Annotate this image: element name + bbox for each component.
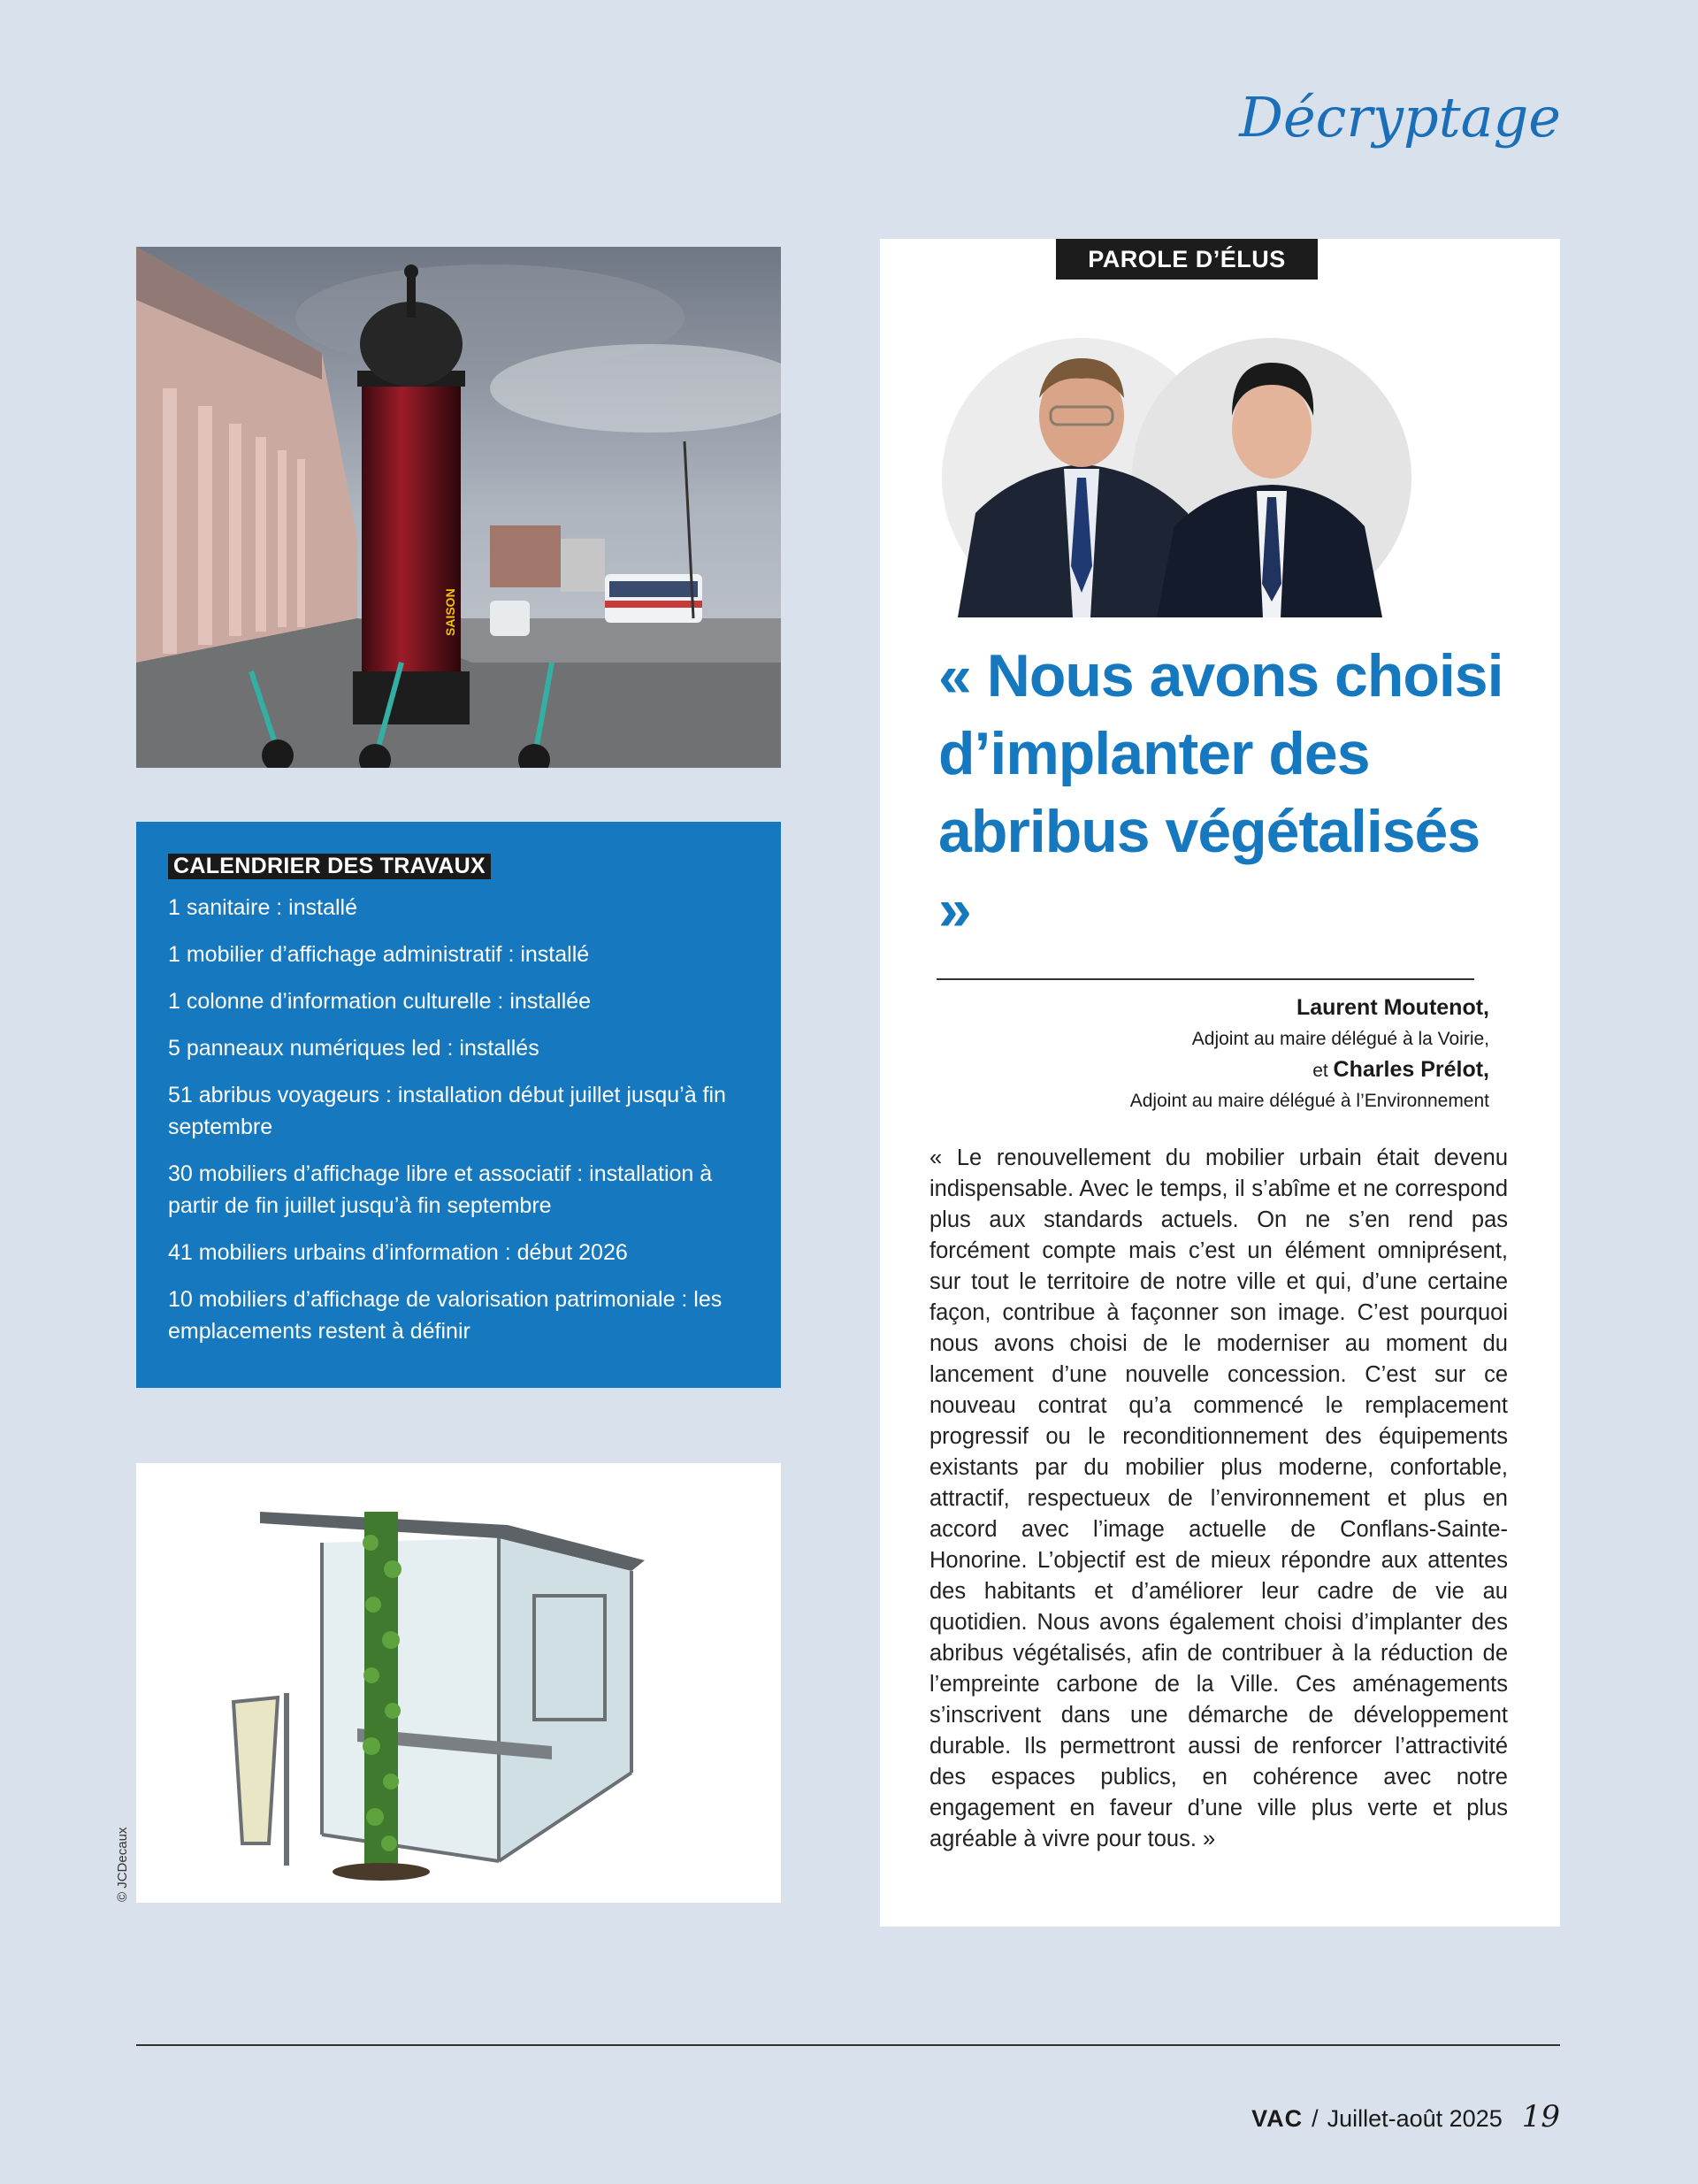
green-bus-shelter-photo [136,1463,781,1903]
issue-date: Juillet-août 2025 [1327,2105,1503,2132]
article-body: « Le renouvellement du mobilier urbain était devenu indispensable. Avec le temps, il s’abîme et ne correspond plus aux standards actuels. On ne s’en rend pas forcément compte mais c’est un élément omniprésent, sur tout le territoire de notre ville et qui, d’une certaine façon, contribue à façonner son image. C’est pourquoi nous avons choisi de le moderniser au moment du lancement d’une nouvelle concession. C’est sur ce nouveau contrat qu’a commencé le remplacement progressif ou le reconditionnement des équipements existants par du mobilier plus moderne, confortable, attractif, respectueux de l’environnement et plus en accord avec l’image actuelle de Conflans-Sainte-Honorine. L’objectif est de mieux répondre aux attentes des habitants et d’améliorer leur cadre de vie au quotidien. Nous avons également choisi d’implanter des abribus végétalisés, afin de contribuer à la réduction de l’empreinte carbone de la Ville. Ces aménagements s’inscrivent dans une démarche de développement durable. Ils permettront aussi de renforcer l’attractivité des espaces publics, en cohérence avec notre engagement en faveur d’une ville plus verte et plus agréable à vivre pour tous. » [929,1146,1508,1851]
bus-shelter-illustration [136,1463,781,1903]
author1-name: Laurent Moutenot, [1296,995,1489,1020]
page-footer [1251,2099,1560,2134]
morris-column-illustration [136,247,781,768]
calendar-title: CALENDRIER DES TRAVAUX [168,854,491,879]
calendar-item: 30 mobiliers d’affichage libre et associatif : installation à partir de fin juillet jusqu’à fin septembre [168,1161,713,1218]
authors-block [959,992,1489,1116]
photo-credit: © JCDecaux [115,1827,130,1902]
author2-name: Charles Prélot, [1333,1057,1489,1082]
author2-role: Adjoint au maire délégué à l’Environnement [1129,1091,1489,1111]
morris-column-photo [136,247,781,768]
calendar-list [168,892,749,1347]
divider-rule [937,978,1474,980]
calendar-item: 10 mobiliers d’affichage de valorisation patrimoniale : les emplacements restent à définir [168,1287,723,1344]
officials-portraits [940,336,1426,617]
article-tag: PAROLE D’ÉLUS [1056,239,1318,280]
works-calendar-box [136,822,781,1388]
calendar-item: 1 sanitaire : installé [168,895,358,920]
calendar-item: 1 colonne d’information culturelle : installée [168,989,592,1014]
elected-officials-panel [880,239,1560,1927]
section-title: Décryptage [1239,85,1561,149]
calendar-item: 5 panneaux numériques led : installés [168,1036,539,1061]
headline-quote: « Nous avons choisi d’implanter des abribus végétalisés » [938,642,1503,943]
poster-saison-text: SAISON [443,588,457,636]
author2-prefix: et [1312,1061,1328,1081]
magazine-brand: VAC [1251,2105,1304,2132]
footer-rule [136,2044,1560,2046]
author1-role: Adjoint au maire délégué à la Voirie, [1191,1029,1489,1049]
calendar-item: 1 mobilier d’affichage administratif : installé [168,942,590,967]
page-number: 19 [1521,2099,1560,2134]
calendar-item: 51 abribus voyageurs : installation début juillet jusqu’à fin septembre [168,1083,726,1139]
footer-separator: / [1312,2105,1319,2132]
calendar-item: 41 mobiliers urbains d’information : début 2026 [168,1240,628,1265]
